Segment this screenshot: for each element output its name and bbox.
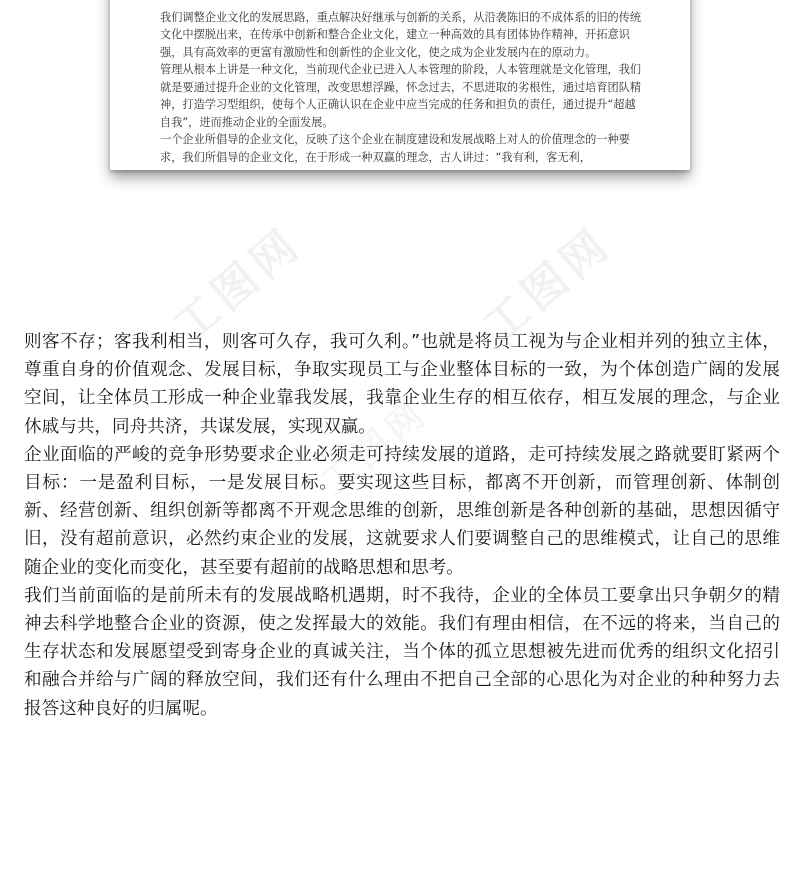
body-paragraph-2: 企业面临的严峻的竞争形势要求企业必须走可持续发展的道路，走可持续发展之路就要盯紧两个目标：一是盈利目标，一是发展目标。要实现这些目标，都离不开创新，而管理创新、体制创新、经营创新、组织创新等都离不开观念思维的创新，思维创新是各种创新的基础，思想因循守旧，没有超前意识，必然约束企业的发展，这就要求人们要调整自己的思维模式，让自己的思维随企业的变化而变化，甚至要有超前的战略思想和思考。: [24, 444, 780, 578]
watermark-logo: 工图网: [164, 217, 312, 354]
watermark-logo: 工图网: [474, 217, 622, 354]
body-paragraph-1: 则客不存；客我利相当，则客可久存，我可久利。”也就是将员工视为与企业相并列的独立主体，尊重自身的价值观念、发展目标，争取实现员工与企业整体目标的一致，为个体创造广阔的发展空间，让全体员工形成一种企业靠我发展，我靠企业生存的相互依存，相互发展的理念，与企业休戚与共，同舟共济，共谋发展，实现双赢。: [24, 332, 780, 437]
body-paragraph-3: 我们当前面临的是前所未有的发展战略机遇期，时不我待，企业的全体员工要拿出只争朝夕的精神去科学地整合企业的资源，使之发挥最大的效能。我们有理由相信，在不远的将来，当自己的生存状态和发展愿望受到寄身企业的真诚关注，当个体的孤立思想被先进而优秀的组织文化招引和融合并给与广阔的释放空间，我们还有什么理由不把自己全部的心思化为对企业的种种努力去报答这种良好的归属呢。: [24, 585, 780, 719]
document-preview-text: [160, 9, 646, 167]
card-paragraph-3: 一个企业所倡导的企业文化，反映了这个企业在制度建设和发展战略上对人的价值理念的一种要求，我们所倡导的企业文化，在于形成一种双赢的理念，古人讲过：“我有利，客无利，: [160, 133, 630, 164]
card-paragraph-1: 我们调整企业文化的发展思路，重点解决好继承与创新的关系，从沿袭陈旧的不成体系的旧的传统文化中摆脱出来，在传承中创新和整合企业文化，建立一种高效的具有团体协作精神，开拓意识强，具有高效率的更富有激励性和创新性的企业文化，使之成为企业发展内在的原动力。: [160, 10, 642, 59]
document-preview-card: [110, 0, 690, 170]
document-body: [24, 328, 780, 723]
watermark-logo: 工图网: [313, 391, 437, 505]
card-paragraph-2: 管理从根本上讲是一种文化，当前现代企业已进入人本管理的阶段，人本管理就是文化管理，我们就是要通过提升企业的文化管理，改变思想浮躁，怀念过去，不思进取的劣根性，通过培育团队精神，打造学习型组织，使每个人正确认识在企业中应当完成的任务和担负的责任，通过提升“超越自我”，进而推动企业的全面发展。: [160, 63, 642, 129]
